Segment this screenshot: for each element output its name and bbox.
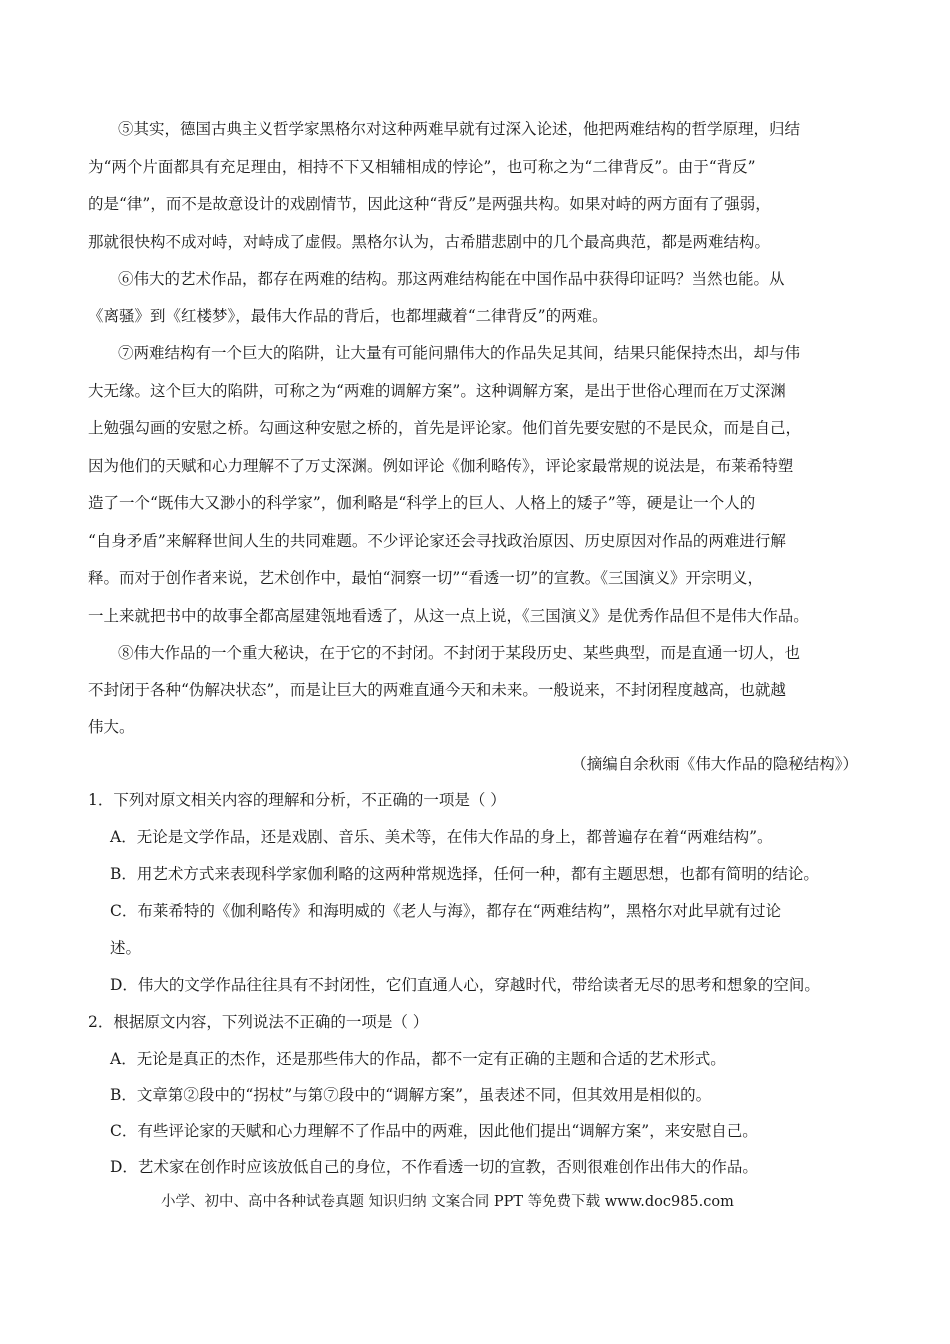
question-stem: 1．下列对原文相关内容的理解和分析，不正确的一项是（ ） [88, 791, 506, 809]
passage-source: （摘编自余秋雨《伟大作品的隐秘结构》） [571, 755, 858, 773]
option-c: C．布莱希特的《伽利略传》和海明威的《老人与海》，都存在“两难结构”，黑格尔对此早就有过论 [110, 902, 781, 920]
option-b: B．用艺术方式来表现科学家伽利略的这两种常规选择，任何一种，都有主题思想，也都有简明的结论。 [110, 865, 819, 883]
paragraph-7-line: 造了一个“既伟大又渺小的科学家”，伽利略是“科学上的巨人、人格上的矮子”等，硬是让一个人的 [88, 494, 756, 512]
paragraph-5-line: 的是“律”，而不是故意设计的戏剧情节，因此这种“背反”是两强共构。如果对峙的两方面有了强弱， [88, 195, 771, 213]
paragraph-5-line: 为“两个片面都具有充足理由，相持不下又相辅相成的悖论”，也可称之为“二律背反”。由于“背反” [88, 158, 756, 176]
paragraph-7-line: 因为他们的天赋和心力理解不了万丈深渊。例如评论《伽利略传》，评论家最常规的说法是，布莱希特塑 [88, 457, 794, 475]
paragraph-7-line: ⑦两难结构有一个巨大的陷阱，让大量有可能问鼎伟大的作品失足其间，结果只能保持杰出，却与伟 [118, 344, 801, 362]
paragraph-5-line: 那就很快构不成对峙，对峙成了虚假。黑格尔认为，古希腊悲剧中的几个最高典范，都是两难结构。 [88, 233, 771, 251]
option-b: B．文章第②段中的“拐杖”与第⑦段中的“调解方案”，虽表述不同，但其效用是相似的。 [110, 1086, 712, 1104]
paragraph-5-line: ⑤其实，德国古典主义哲学家黑格尔对这种两难早就有过深入论述，他把两难结构的哲学原理，归结 [118, 120, 801, 138]
option-d: D．伟大的文学作品往往具有不封闭性，它们直通人心，穿越时代，带给读者无尽的思考和想象的空间。 [110, 976, 820, 994]
option-a: A．无论是文学作品，还是戏剧、音乐、美术等，在伟大作品的身上，都普遍存在着“两难结构”。 [110, 828, 773, 846]
page-footer: 小学、初中、高中各种试卷真题 知识归纳 文案合同 PPT 等免费下载 www.doc985.com [161, 1194, 734, 1210]
option-c: C．有些评论家的天赋和心力理解不了作品中的两难，因此他们提出“调解方案”，来安慰自己。 [110, 1122, 758, 1140]
paragraph-6-line: 《离骚》到《红楼梦》，最伟大作品的背后，也都埋藏着“二律背反”的两难。 [88, 307, 608, 325]
paragraph-6-line: ⑥伟大的艺术作品，都存在两难的结构。那这两难结构能在中国作品中获得印证吗？当然也能。从 [118, 270, 785, 288]
option-d: D．艺术家在创作时应该放低自己的身位，不作看透一切的宣教，否则很难创作出伟大的作品。 [110, 1158, 758, 1176]
option-c-continued: 述。 [110, 939, 142, 957]
question-stem: 2．根据原文内容，下列说法不正确的一项是（ ） [88, 1013, 429, 1031]
paragraph-8-line: ⑧伟大作品的一个重大秘诀，在于它的不封闭。不封闭于某段历史、某些典型，而是直通一切人，也 [118, 644, 801, 662]
option-a: A．无论是真正的杰作，还是那些伟大的作品，都不一定有正确的主题和合适的艺术形式。 [110, 1050, 726, 1068]
paragraph-7-line: “自身矛盾”来解释世间人生的共同难题。不少评论家还会寻找政治原因、历史原因对作品的两难进行解 [88, 532, 786, 550]
paragraph-7-line: 释。而对于创作者来说，艺术创作中，最怕“洞察一切”“看透一切”的宣教。《三国演义》开宗明义， [88, 569, 763, 587]
paragraph-7-line: 大无缘。这个巨大的陷阱，可称之为“两难的调解方案”。这种调解方案，是出于世俗心理而在万丈深渊 [88, 382, 786, 400]
paragraph-7-line: 一上来就把书中的故事全都高屋建瓴地看透了，从这一点上说，《三国演义》是优秀作品但不是伟大作品。 [88, 607, 809, 625]
paragraph-8-line: 不封闭于各种“伪解决状态”，而是让巨大的两难直通今天和未来。一般说来，不封闭程度越高，也就越 [88, 681, 786, 699]
paragraph-7-line: 上勉强勾画的安慰之桥。勾画这种安慰之桥的，首先是评论家。他们首先要安慰的不是民众，而是自己， [88, 419, 802, 437]
paragraph-8-line: 伟大。 [88, 718, 135, 736]
